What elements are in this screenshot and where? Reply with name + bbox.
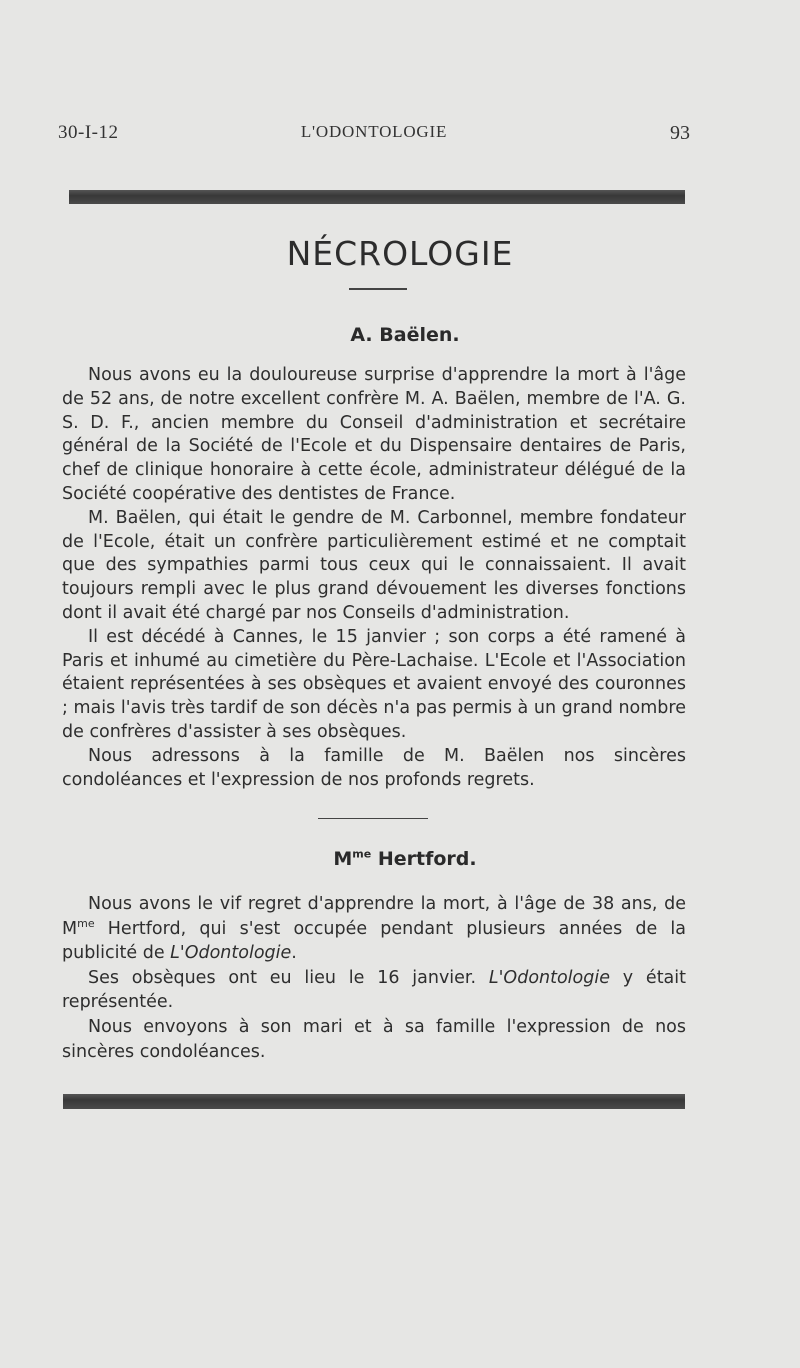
bottom-decorative-rule [63,1094,685,1109]
paragraph [62,892,686,966]
paragraph: Il est décédé à Cannes, le 15 janvier ; son corps a été ramené à Paris et inhumé au cimetière du Père-Lachaise. L'Ecole et l'Association étaient représentées à ses obsèques et avaient envoyé des couronnes ; mais l'avis très tardif de son décès n'a pas permis à un grand nombre de confrères d'assister à ses obsèques. [62,626,686,742]
top-decorative-rule [69,190,685,204]
obituary-body-baelen [62,364,686,792]
heading-superscript: me [352,847,372,861]
journal-name-italic: L'Odontologie [170,943,292,964]
text-run: Ses obsèques ont eu lieu le 16 janvier. [88,967,489,988]
running-header [58,122,690,148]
paragraph [62,966,686,1015]
text-run: Hertford, qui s'est occupée pendant plusieurs années de la publicité de [62,918,686,964]
paragraph: Nous avons eu la douloureuse surprise d'apprendre la mort à l'âge de 52 ans, de notre excellent confrère M. A. Baëlen, membre de l'A. G. S. D. F., ancien membre du Conseil d'administration et secrétaire général de la Société de l'Ecole et du Dispensaire dentaires de Paris, chef de clinique honoraire à cette école, administrateur délégué de la Société coopérative des dentistes de France. [62,365,686,504]
page-number: 93 [670,122,690,144]
obituary-heading-baelen: A. Baëlen. [350,324,460,346]
superscript: me [77,916,95,930]
journal-name-italic: L'Odontologie [488,967,610,988]
journal-title: L'ODONTOLOGIE [300,122,448,141]
paragraph: Nous adressons à la famille de M. Baëlen nos sincères condoléances et l'expression de nos profonds regrets. [62,745,686,790]
issue-date: 30-I-12 [58,122,119,143]
section-separator [318,818,428,819]
paragraph: M. Baëlen, qui était le gendre de M. Carbonnel, membre fondateur de l'Ecole, était un confrère particulièrement estimé et ne comptait que des sympathies parmi tous ceux qui le connaissaient. Il avait toujours rempli avec le plus grand dévouement les diverses fonctions dont il avait été chargé par nos Conseils d'administration. [62,507,686,623]
paragraph: Nous envoyons à son mari et à sa famille l'expression de nos sincères condoléances. [62,1016,686,1062]
title-underline [349,288,407,290]
text-run: . [291,943,297,964]
heading-prefix: M [333,848,353,870]
obituary-body-hertford [62,892,686,1064]
heading-name: Hertford. [371,848,477,870]
section-title: NÉCROLOGIE [286,234,514,273]
obituary-heading-hertford [0,848,800,870]
text-run: Nous avons le vif regret d'apprendre la mort, à l'âge de 38 ans, de M [62,894,686,939]
text-run: y était représentée. [62,967,687,1013]
